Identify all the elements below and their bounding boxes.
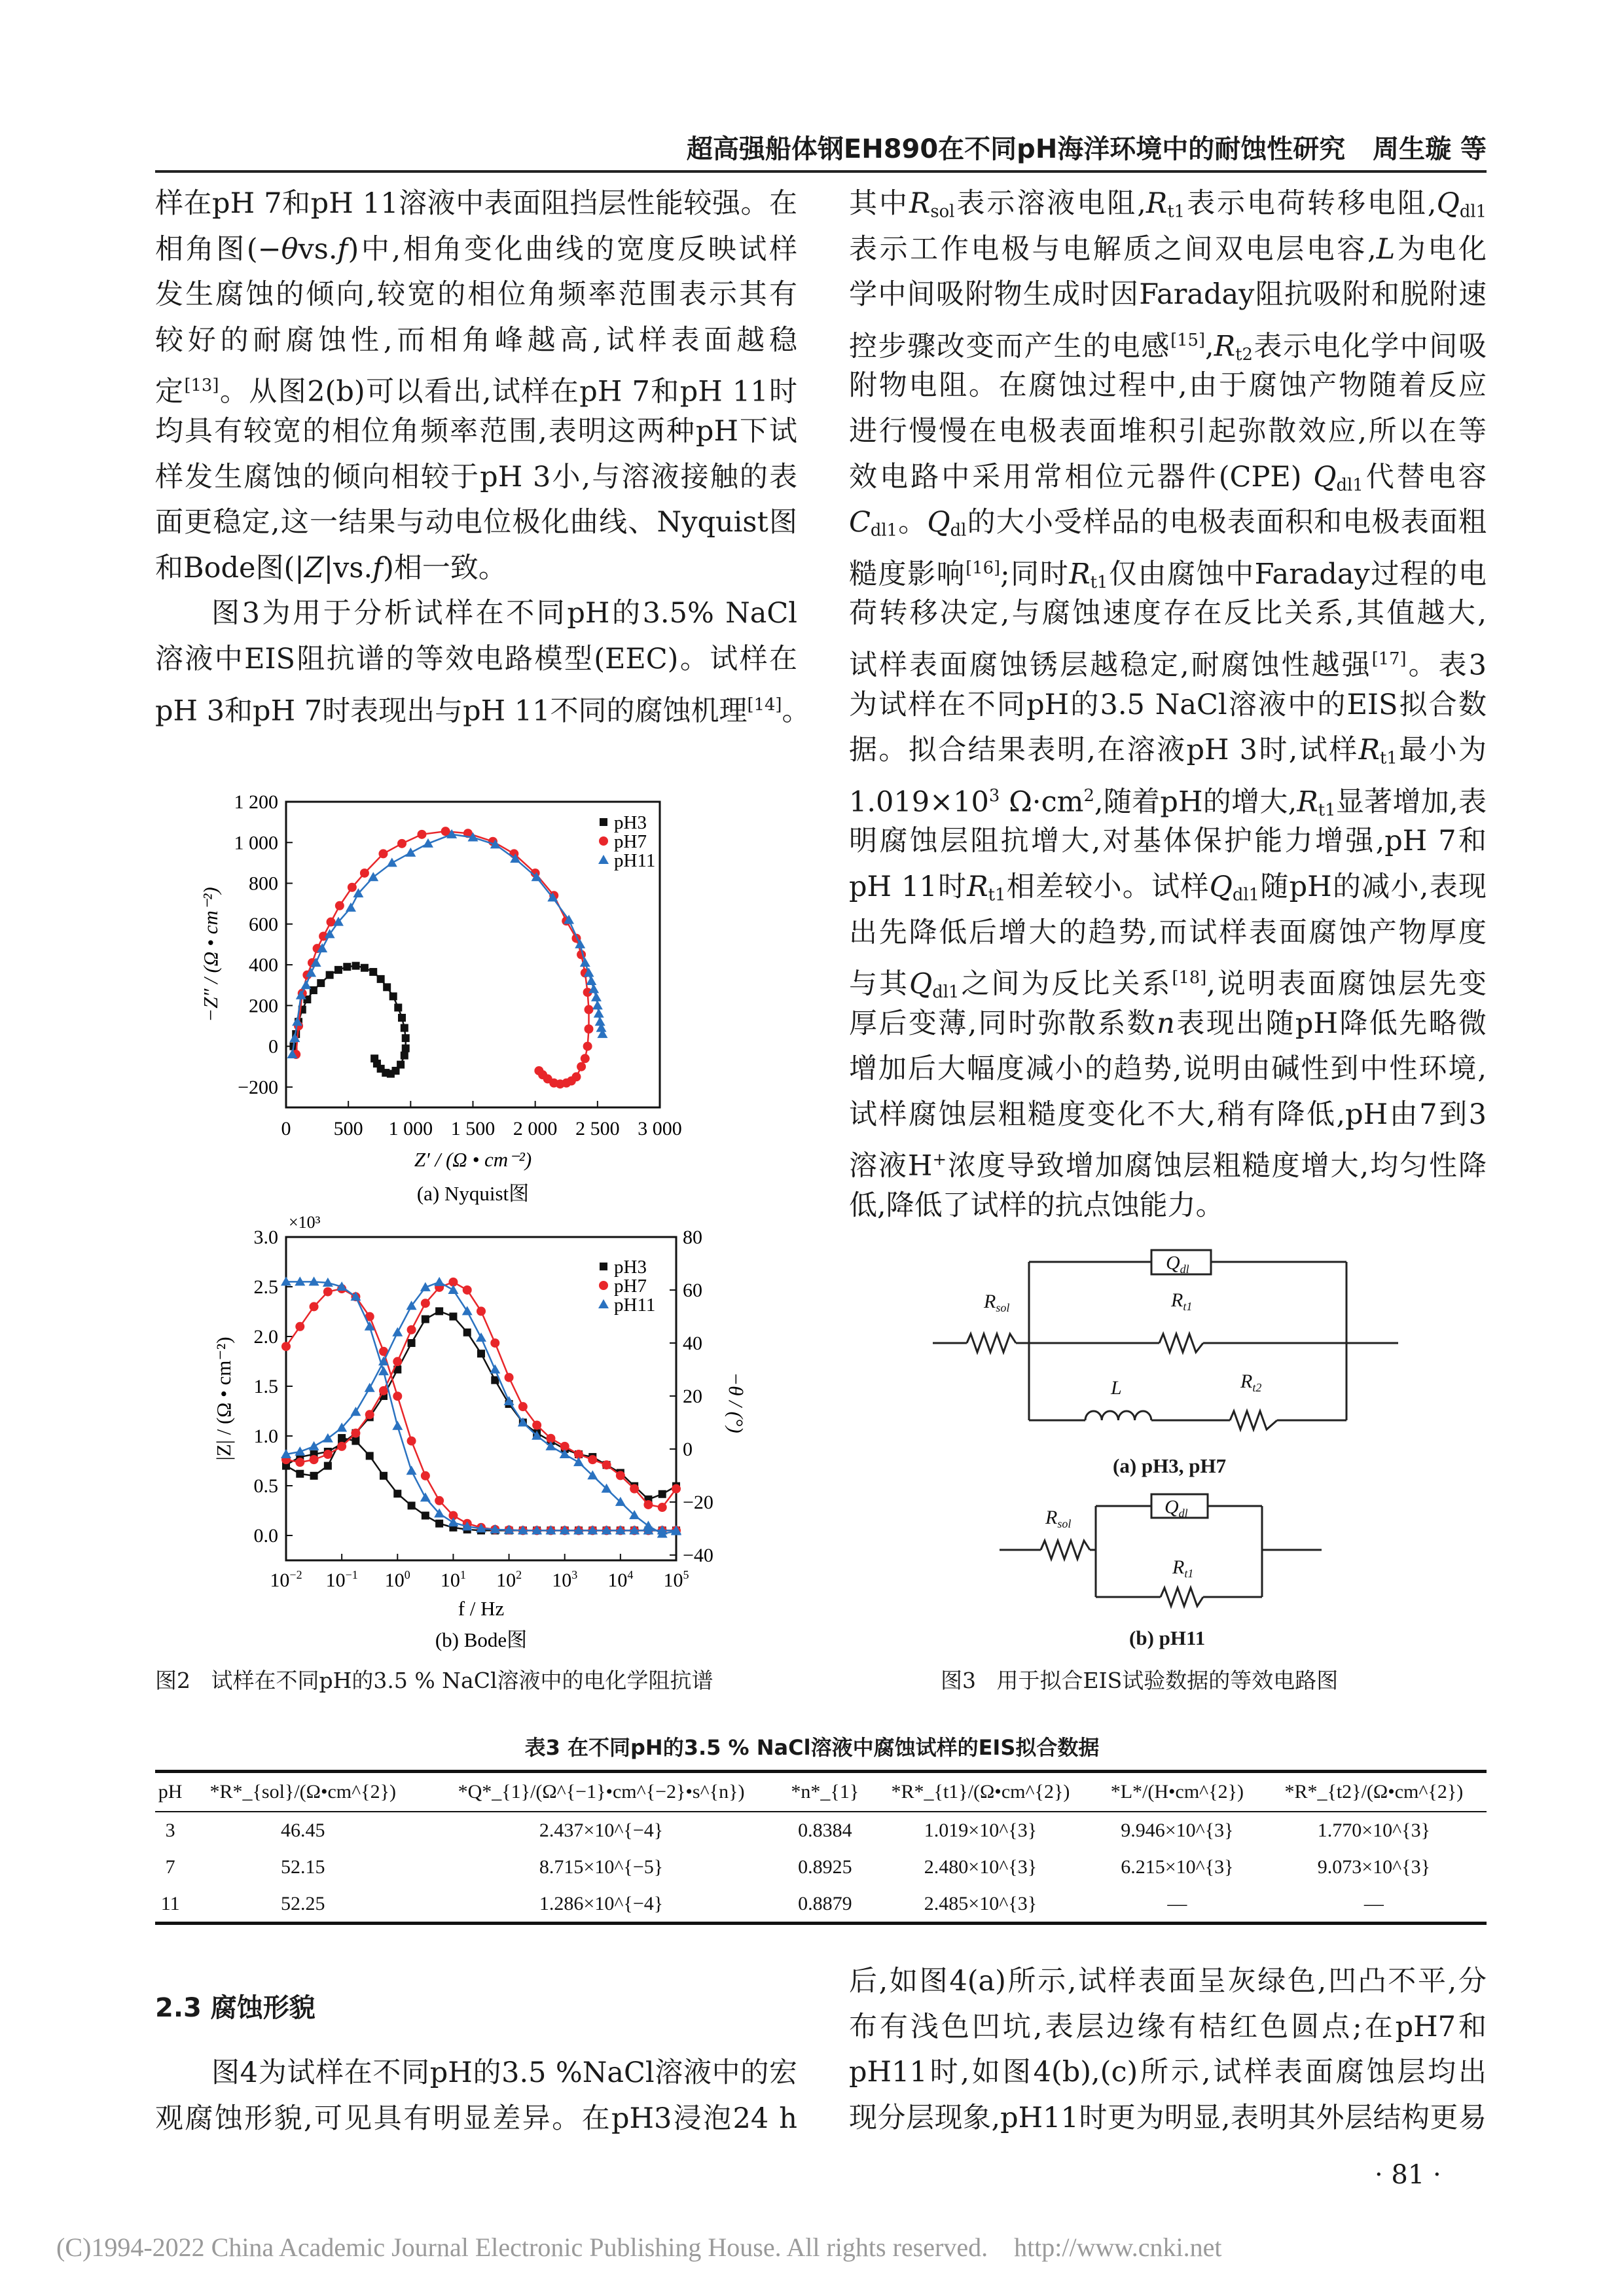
y-right-tick-label: 60 [683, 1279, 702, 1301]
svg-text:Rt2: $R_{t2}$ [1240, 1371, 1262, 1394]
text-line: 荷转移决定,与腐蚀速度存在反比关系,其值越大, [849, 597, 1487, 630]
phase-point-pH7 [393, 1357, 402, 1366]
y-tick-label: 200 [249, 995, 278, 1017]
legend-label: pH11 [614, 1295, 656, 1316]
y-tick-label: 2.5 [253, 1276, 278, 1298]
resistor-rt2 [1230, 1411, 1277, 1429]
text-line: 增加后大幅度减小的趋势,说明由碱性到中性环境, [849, 1052, 1487, 1086]
x-tick-label: 0 [281, 1118, 291, 1139]
phase-line-pH11 [286, 1282, 676, 1534]
text-line: 试样表面腐蚀锈层越稳定,耐腐蚀性越强[17]。表3 [849, 649, 1487, 682]
section-left-text [155, 2051, 797, 2142]
text-line: 糙度影响[16];同时$R_{t1}$仅由腐蚀中Faraday过程的电 [849, 558, 1487, 592]
phase-point-pH7 [643, 1500, 653, 1509]
text-line: 试样腐蚀层粗糙度变化不大,稍有降低,pH由7到3 [849, 1098, 1487, 1131]
legend-label: pH11 [614, 850, 656, 871]
phase-point-pH7 [421, 1299, 430, 1308]
data-point-pH3 [383, 983, 391, 991]
data-point-pH7 [378, 849, 388, 858]
y-axis-label: −Z″ / (Ω • cm⁻²) [199, 887, 222, 1022]
phase-point-pH11 [462, 1306, 473, 1315]
table-cell: 3 [165, 1819, 175, 1841]
data-point-pH3 [317, 979, 325, 987]
data-point-pH3 [352, 962, 360, 970]
table-cell: 1.770×10^{3} [1317, 1819, 1430, 1841]
data-point-pH3 [326, 971, 334, 979]
text-line: 均具有较宽的相位角频率范围,表明这两种pH下试 [155, 414, 797, 448]
section-right-text [849, 1959, 1487, 2141]
phase-point-pH7 [490, 1338, 499, 1348]
data-point-pH7 [585, 1005, 594, 1014]
legend-marker-pH3 [600, 1263, 607, 1270]
text-line: 发生腐蚀的倾向,较宽的相位角频率范围表示其有 [155, 278, 797, 312]
data-point-pH11 [405, 848, 416, 857]
x-tick-label: $10^1$ [440, 1568, 466, 1591]
modulus-point-pH3 [408, 1501, 416, 1509]
data-point-pH11 [387, 857, 397, 867]
phase-point-pH3 [449, 1312, 457, 1320]
data-point-pH3 [398, 1014, 406, 1022]
modulus-point-pH3 [310, 1472, 318, 1480]
table-cell: 2.485×10^{3} [924, 1892, 1038, 1914]
y-tick-label: 1.0 [253, 1426, 278, 1447]
data-point-pH7 [577, 1062, 586, 1071]
text-line: 附物电阻。在腐蚀过程中,由于腐蚀产物随着反应 [849, 369, 1487, 403]
text-line: 布有浅色凹坑,表层边缘有桔红色圆点;在pH7和 [849, 2010, 1487, 2043]
table-column-header: *Q*_{1}/(Ω^{−1}•cm^{−2}•s^{n}) [458, 1780, 745, 1803]
phase-point-pH7 [323, 1450, 333, 1459]
data-point-pH11 [591, 992, 602, 1001]
table-cell: 1.286×10^{−4} [539, 1892, 664, 1914]
table-cell: 8.715×10^{−5} [539, 1856, 664, 1878]
data-point-pH7 [534, 1066, 543, 1075]
modulus-point-pH7 [393, 1391, 402, 1401]
legend-label: pH7 [614, 1276, 647, 1297]
text-line: 其中$R_{sol}$表示溶液电阻$,R_{t1}$表示电荷转移电阻$,Q_{dl1}$ [849, 187, 1487, 222]
legend-marker-pH7 [599, 1281, 608, 1290]
phase-point-pH7 [616, 1471, 625, 1480]
table-cell: 6.215×10^{3} [1121, 1856, 1234, 1878]
text-line: 表示工作电极与电解质之间双电层电容,L为电化 [849, 232, 1487, 266]
modulus-point-pH7 [281, 1342, 291, 1351]
text-line: $C_{dl1}$。$Q_{dl}$的大小受样品的电极表面积和电极表面粗 [849, 506, 1487, 541]
table-cell: 52.25 [281, 1892, 325, 1914]
legend-marker-pH11 [598, 855, 609, 864]
y-right-axis-label: −θ / (°) [725, 1372, 748, 1433]
phase-point-pH7 [365, 1410, 374, 1419]
resistor-rt1-b [1161, 1588, 1203, 1606]
phase-point-pH7 [518, 1402, 528, 1411]
table-cell: 2.480×10^{3} [924, 1856, 1038, 1878]
table-cell: 9.946×10^{3} [1121, 1819, 1234, 1841]
y-multiplier: ×10³ [289, 1213, 321, 1232]
legend-label: pH3 [614, 812, 647, 833]
x-tick-label: $10^0$ [384, 1568, 410, 1591]
x-tick-label: 500 [333, 1118, 363, 1139]
table-cell: 52.15 [281, 1856, 325, 1878]
modulus-point-pH3 [296, 1470, 304, 1478]
table-column-header: *L*/(H•cm^{2}) [1110, 1780, 1244, 1803]
data-point-pH11 [592, 1000, 603, 1009]
copyright-footer: (C)1994-2022 China Academic Journal Electronic Publishing House. All rights reserved. http://www.cnki.net [56, 2233, 1222, 2262]
data-point-pH3 [369, 968, 377, 976]
modulus-point-pH11 [406, 1465, 417, 1475]
table-column-header: *R*_{t2}/(Ω•cm^{2}) [1284, 1780, 1464, 1803]
text-line: 较好的耐腐蚀性,而相角峰越高,试样表面越稳 [155, 323, 797, 357]
phase-point-pH7 [310, 1455, 319, 1464]
y-tick-label: 1.5 [253, 1376, 278, 1397]
svg-text:Rt1: $R_{t1}$ [1171, 1289, 1193, 1313]
running-header: 超高强船体钢EH890在不同pH海洋环境中的耐蚀性研究 周生璇 等 [686, 134, 1487, 164]
data-point-pH3 [377, 975, 385, 983]
data-point-pH3 [361, 964, 369, 972]
phase-point-pH7 [477, 1306, 486, 1316]
subfigure-a-caption: (a) Nyquist图 [416, 1182, 530, 1205]
table-row [155, 1812, 1487, 1849]
phase-point-pH11 [476, 1333, 486, 1342]
table-cell: — [1167, 1892, 1187, 1914]
svg-text:Qdl: $Q_{dl}$ [1164, 1496, 1188, 1520]
y-right-tick-label: 40 [683, 1332, 702, 1354]
modulus-point-pH11 [448, 1517, 458, 1526]
table-column-header: *R*_{sol}/(Ω•cm^{2}) [209, 1780, 396, 1803]
text-line: 为试样在不同pH的3.5 NaCl溶液中的EIS拟合数 [849, 688, 1487, 721]
table-cell: 0.8925 [798, 1856, 852, 1878]
data-point-pH3 [334, 966, 342, 974]
phase-point-pH11 [573, 1457, 584, 1466]
x-tick-label: 1 500 [450, 1118, 496, 1139]
text-line: 和Bode图(|Z|vs.f)相一致。 [155, 551, 507, 584]
table-cell: 46.45 [281, 1819, 325, 1841]
fit-line-pH7 [296, 831, 588, 1084]
y-tick-label: 400 [249, 954, 278, 977]
modulus-point-pH3 [324, 1462, 332, 1470]
text-line: pH 3和pH 7时表现出与pH 11不同的腐蚀机理[14]。 [155, 694, 810, 727]
x-tick-label: 1 000 [388, 1118, 433, 1139]
data-point-pH3 [401, 1052, 408, 1060]
phase-point-pH7 [588, 1455, 597, 1464]
table-cell: 2.437×10^{−4} [539, 1819, 664, 1841]
phase-point-pH7 [407, 1325, 416, 1335]
figure2-caption: 图2 试样在不同pH的3.5 % NaCl溶液中的电化学阻抗谱 [155, 1668, 713, 1693]
text-line: 低,降低了试样的抗点蚀能力。 [849, 1189, 1224, 1223]
text-line: 图4为试样在不同pH的3.5 %NaCl溶液中的宏 [211, 2056, 797, 2089]
table-header-row [155, 1772, 1487, 1812]
modulus-point-pH3 [366, 1452, 374, 1460]
y-right-tick-label: 0 [683, 1438, 693, 1460]
table-column-header: *R*_{t1}/(Ω•cm^{2}) [891, 1780, 1070, 1803]
svg-text:Rt1: $R_{t1}$ [1172, 1556, 1194, 1580]
table-cell: — [1363, 1892, 1384, 1914]
circuit-b-label: (b) pH11 [1129, 1626, 1206, 1649]
modulus-point-pH7 [323, 1287, 333, 1297]
data-point-pH3 [310, 986, 317, 994]
phase-point-pH11 [490, 1364, 500, 1373]
y-axis-label: |Z| / (Ω • cm⁻²) [212, 1336, 235, 1461]
x-tick-label: $10^2$ [496, 1568, 522, 1591]
x-axis-label: Z′ / (Ω • cm⁻²) [414, 1148, 532, 1171]
modulus-point-pH3 [380, 1472, 388, 1480]
text-line: 明腐蚀层阻抗增大,对基体保护能力增强,pH 7和 [849, 825, 1487, 858]
data-point-pH3 [401, 1024, 408, 1032]
circuit-a-label: (a) pH3, pH7 [1113, 1454, 1227, 1477]
phase-point-pH11 [365, 1383, 375, 1392]
phase-point-pH11 [448, 1285, 458, 1294]
phase-point-pH3 [435, 1307, 443, 1315]
x-axis-label: f / Hz [458, 1597, 505, 1620]
modulus-point-pH7 [435, 1496, 444, 1505]
phase-point-pH7 [630, 1484, 639, 1494]
text-line: 进行慢慢在电极表面堆积引起弥散效应,所以在等 [849, 414, 1487, 448]
text-line: pH 11时$R_{t1}$相差较小。试样$Q_{dl1}$随pH的减小,表现 [849, 870, 1487, 905]
data-point-pH7 [348, 883, 357, 892]
data-point-pH3 [389, 992, 397, 1000]
phase-point-pH11 [309, 1441, 319, 1450]
fit-line-pH3 [293, 966, 405, 1074]
circuit-b [1000, 1491, 1327, 1615]
phase-point-pH7 [337, 1442, 346, 1451]
x-tick-label: $10^{-1}$ [325, 1568, 358, 1591]
data-point-pH7 [581, 1054, 590, 1063]
modulus-point-pH7 [295, 1322, 304, 1331]
y-tick-label: 600 [249, 913, 278, 935]
svg-text:Qdl: $Q_{dl}$ [1166, 1252, 1189, 1276]
text-line: 溶液H+浓度导致增加腐蚀层粗糙度增大,均匀性降 [849, 1149, 1487, 1183]
y-right-tick-label: 20 [683, 1385, 702, 1407]
y-tick-label: 3.0 [253, 1227, 278, 1248]
y-tick-label: 1 000 [234, 832, 278, 854]
data-point-pH3 [394, 1003, 402, 1011]
data-point-pH7 [397, 839, 406, 848]
resistor-rsol-b [1041, 1541, 1090, 1559]
legend-marker-pH3 [600, 818, 607, 826]
inductor-l [1085, 1411, 1151, 1420]
y-right-tick-label: −20 [683, 1491, 713, 1513]
phase-point-pH3 [477, 1350, 485, 1357]
data-point-pH7 [585, 1024, 594, 1033]
phase-point-pH11 [392, 1327, 403, 1336]
table-cell: 0.8879 [798, 1892, 852, 1914]
modulus-line-pH7 [286, 1289, 676, 1530]
modulus-line-pH3 [286, 1438, 676, 1530]
x-tick-label: $10^{-2}$ [270, 1568, 302, 1591]
x-tick-label: 3 000 [638, 1118, 682, 1139]
text-line: 样发生腐蚀的倾向相较于pH 3小,与溶液接触的表 [155, 460, 797, 493]
phase-point-pH7 [505, 1373, 514, 1382]
text-line: 样在pH 7和pH 11溶液中表面阻挡层性能较强。在 [155, 187, 797, 220]
y-right-tick-label: −40 [683, 1544, 713, 1566]
y-tick-label: 800 [249, 872, 278, 895]
phase-point-pH7 [658, 1503, 667, 1512]
modulus-point-pH11 [392, 1421, 403, 1430]
circuit-a [933, 1247, 1411, 1457]
text-line: 定[13]。从图2(b)可以看出,试样在pH 7和pH 11时 [155, 375, 797, 408]
table3-title: 表3 在不同pH的3.5 % NaCl溶液中腐蚀试样的EIS拟合数据 [524, 1735, 1100, 1760]
modulus-point-pH3 [422, 1512, 429, 1520]
text-line: 面更稳定,这一结果与动电位极化曲线、Nyquist图 [155, 506, 797, 539]
table-row [155, 1886, 1487, 1924]
phase-point-pH7 [672, 1484, 681, 1494]
text-line: pH11时,如图4(b),(c)所示,试样表面腐蚀层均出 [849, 2056, 1487, 2089]
x-tick-label: 2 000 [513, 1118, 558, 1139]
text-line: 出先降低后增大的趋势,而试样表面腐蚀产物厚度 [849, 916, 1487, 949]
data-point-pH11 [595, 1016, 605, 1026]
phase-point-pH11 [434, 1277, 444, 1286]
text-line: 后,如图4(a)所示,试样表面呈灰绿色,凹凸不平,分 [849, 1965, 1487, 1998]
modulus-point-pH3 [393, 1490, 401, 1498]
data-point-pH7 [335, 901, 344, 910]
phase-point-pH7 [463, 1285, 472, 1295]
resistor-rsol-a [967, 1334, 1016, 1352]
table-cell: 7 [165, 1856, 175, 1878]
text-line: 厚后变薄,同时弥散系数n表现出随pH降低先略微 [849, 1007, 1487, 1040]
svg-text:Rsol: $R_{sol}$ [984, 1291, 1010, 1314]
modulus-point-pH3 [352, 1437, 359, 1445]
text-line: 溶液中EIS阻抗谱的等效电路模型(EEC)。试样在 [155, 642, 797, 675]
y-tick-label: 0 [268, 1035, 278, 1058]
y-tick-label: 0.5 [253, 1475, 278, 1497]
table-cell: 11 [160, 1892, 180, 1914]
phase-point-pH7 [532, 1420, 541, 1429]
y-tick-label: 0.0 [253, 1525, 278, 1547]
figure3-caption: 图3 用于拟合EIS试验数据的等效电路图 [941, 1668, 1339, 1693]
data-point-pH11 [346, 903, 356, 912]
table3 [155, 1770, 1487, 1925]
data-point-pH7 [360, 869, 369, 878]
phase-point-pH3 [463, 1329, 471, 1336]
data-point-pH3 [343, 963, 351, 971]
x-tick-label: $10^5$ [663, 1568, 689, 1591]
modulus-line-pH11 [286, 1282, 676, 1530]
data-point-pH3 [370, 1054, 378, 1062]
table-cell: 1.019×10^{3} [924, 1819, 1038, 1841]
phase-point-pH7 [351, 1429, 360, 1438]
phase-point-pH7 [379, 1386, 388, 1395]
text-line: 图3为用于分析试样在不同pH的3.5% NaCl [211, 597, 797, 630]
y-tick-label: 1 200 [234, 791, 278, 813]
data-point-pH11 [594, 1009, 604, 1018]
table-column-header: pH [158, 1780, 183, 1803]
table-cell: 9.073×10^{3} [1317, 1856, 1430, 1878]
phase-point-pH7 [602, 1460, 611, 1469]
modulus-point-pH11 [420, 1492, 431, 1501]
text-line: 据。拟合结果表明,在溶液pH 3时,试样$R_{t1}$最小为 [849, 734, 1487, 768]
text-line: 相角图(−θvs.f)中,相角变化曲线的宽度反映试样 [155, 232, 797, 266]
page-number: · 81 · [1375, 2160, 1441, 2190]
text-line: 与其$Q_{dl1}$之间为反比关系[18],说明表面腐蚀层先变 [849, 967, 1487, 1002]
phase-point-pH11 [350, 1407, 361, 1416]
table-column-header: *n*_{1} [791, 1780, 859, 1803]
text-line: 控步骤改变而产生的电感$[15],R_{t2}$表示电化学中间吸 [849, 330, 1487, 365]
phase-point-pH3 [659, 1490, 666, 1498]
data-point-pH11 [300, 980, 311, 989]
data-point-pH3 [402, 1034, 410, 1042]
x-tick-label: $10^3$ [552, 1568, 578, 1591]
legend-marker-pH11 [598, 1299, 609, 1308]
table-cell: 0.8384 [798, 1819, 852, 1841]
modulus-point-pH3 [435, 1520, 443, 1528]
table-row [155, 1849, 1487, 1886]
data-point-pH3 [402, 1045, 410, 1052]
y-right-tick-label: 80 [683, 1227, 702, 1248]
data-point-pH11 [368, 872, 378, 881]
svg-text:L: L [1111, 1377, 1122, 1399]
phase-point-pH11 [643, 1520, 653, 1530]
y-tick-label: 2.0 [253, 1326, 278, 1348]
modulus-point-pH7 [310, 1302, 319, 1311]
text-line: 现分层现象,pH11时更为明显,表明其外层结构更易 [849, 2101, 1487, 2134]
legend-marker-pH7 [599, 836, 608, 846]
data-point-pH7 [417, 830, 426, 839]
phase-point-pH7 [295, 1458, 304, 1467]
y-tick-label: −200 [238, 1076, 278, 1098]
data-point-pH11 [586, 976, 596, 985]
text-line: 效电路中采用常相位元器件(CPE) $Q_{dl1}$代替电容 [849, 460, 1487, 495]
data-point-pH7 [583, 1042, 592, 1051]
text-line: 观腐蚀形貌,可见具有明显差异。在pH3浸泡24 h [155, 2102, 797, 2135]
fit-line-pH11 [293, 834, 603, 1054]
x-tick-label: 2 500 [575, 1118, 620, 1139]
phase-point-pH11 [323, 1433, 333, 1443]
legend-label: pH3 [614, 1257, 647, 1278]
subfigure-b-caption: (b) Bode图 [435, 1628, 528, 1651]
phase-point-pH3 [422, 1316, 429, 1323]
nyquist-plot-frame [286, 802, 660, 1107]
resistor-rt1-a [1159, 1334, 1203, 1352]
text-line: $1.019\times 10^3$ $\Omega\cdot cm^2$,随着pH的增大$,R_{t1}$显著增加,表 [849, 785, 1487, 820]
legend-label: pH7 [614, 831, 647, 852]
svg-text:Rsol: $R_{sol}$ [1045, 1507, 1072, 1530]
modulus-point-pH7 [421, 1471, 430, 1480]
text-line: 学中间吸附物生成时因Faraday阻抗吸附和脱附速 [849, 278, 1487, 312]
modulus-point-pH7 [407, 1437, 416, 1446]
x-tick-label: $10^4$ [607, 1568, 634, 1591]
section-heading: 2.3 腐蚀形貌 [155, 1993, 316, 2023]
phase-point-pH3 [408, 1339, 416, 1347]
